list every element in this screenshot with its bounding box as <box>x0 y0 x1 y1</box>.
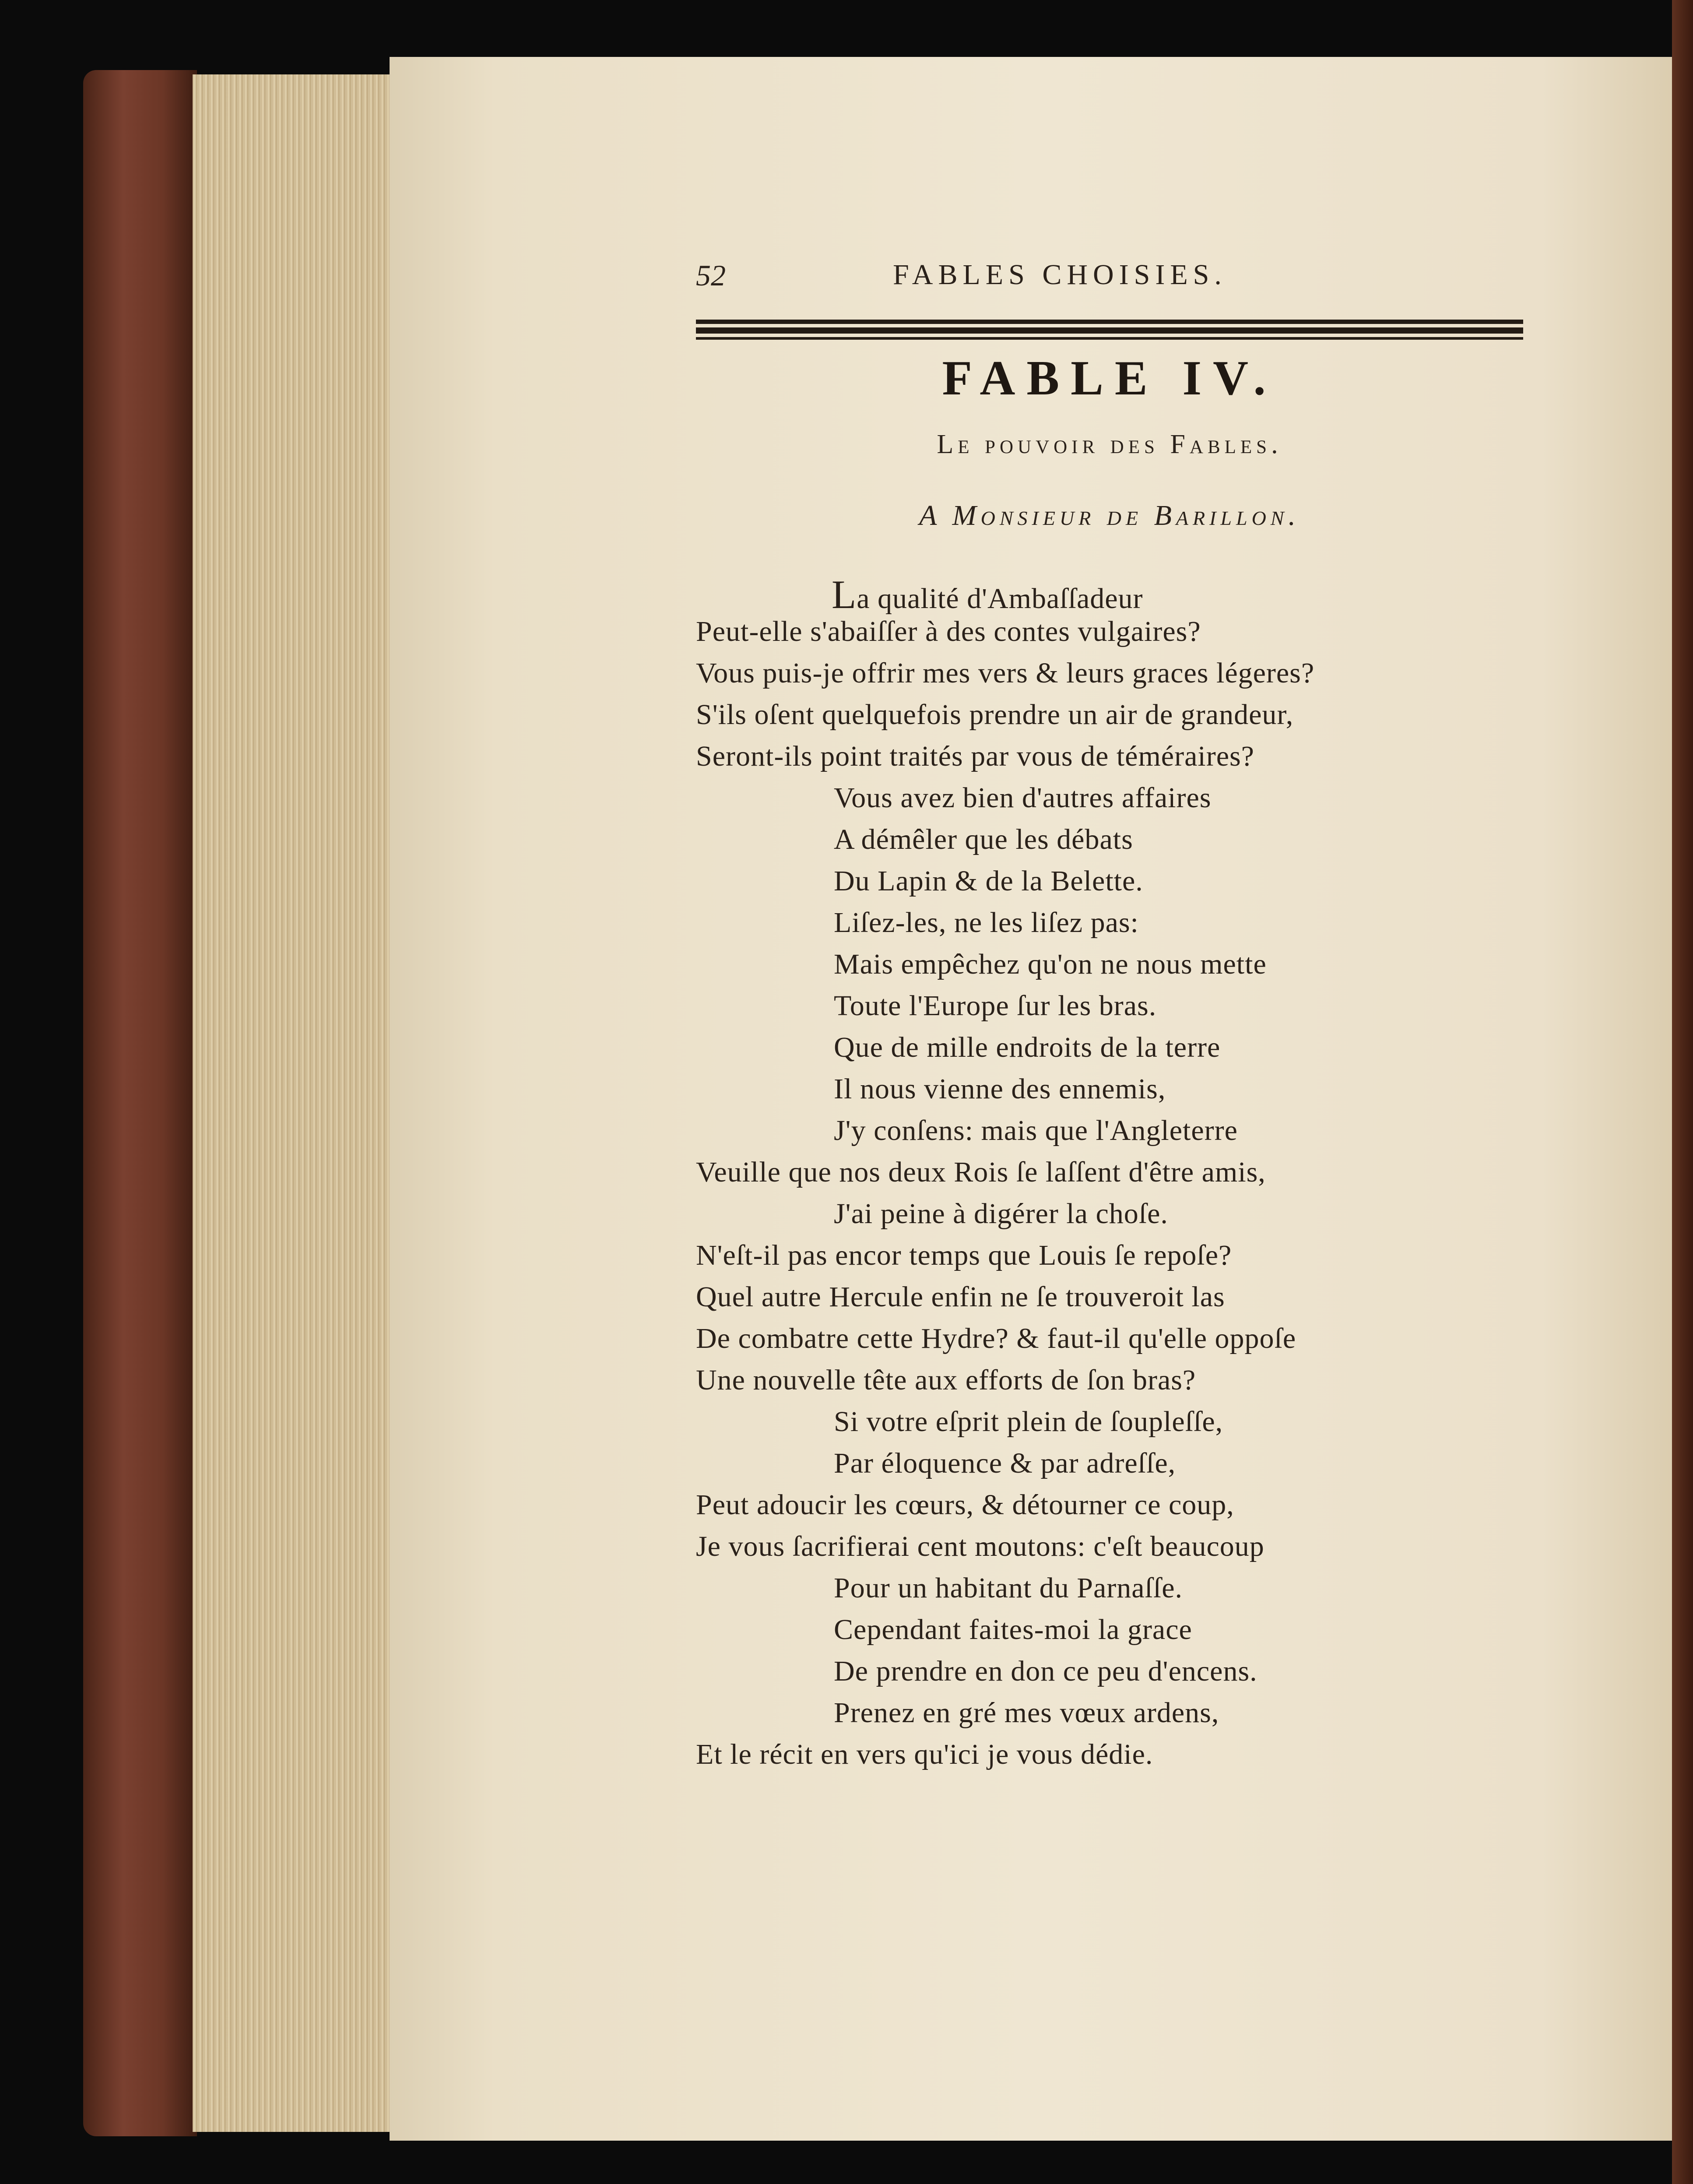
poem-line: Prenez en gré mes vœux ardens, <box>834 1697 1219 1729</box>
header-rule <box>696 320 1523 324</box>
poem-line: Il nous vienne des ennemis, <box>834 1073 1166 1105</box>
poem-line: J'y conſens: mais que l'Angleterre <box>834 1115 1238 1147</box>
poem-line: De prendre en don ce peu d'encens. <box>834 1655 1257 1687</box>
poem-line: Vous puis-je offrir mes vers & leurs graces légeres? <box>696 657 1315 689</box>
poem-line: Du Lapin & de la Belette. <box>834 865 1143 897</box>
poem-line: S'ils oſent quelquefois prendre un air de grandeur, <box>696 699 1294 731</box>
fable-subtitle: Le pouvoir des Fables. <box>937 429 1282 459</box>
poem-line: Et le récit en vers qu'ici je vous dédie. <box>696 1738 1153 1770</box>
poem-line: La qualité d'Ambaſſadeur <box>832 572 1143 617</box>
poem-line: Peut-elle s'abaiſſer à des contes vulgaires? <box>696 615 1201 647</box>
poem-line: Vous avez bien d'autres affaires <box>834 782 1212 814</box>
poem-line: Liſez-les, ne les liſez pas: <box>834 907 1139 939</box>
poem-line: Quel autre Hercule enfin ne ſe trouveroit las <box>696 1281 1225 1313</box>
running-title: FABLES CHOISIES. <box>893 259 1227 291</box>
poem-line: Si votre eſprit plein de ſoupleſſe, <box>834 1406 1223 1438</box>
left-cover <box>83 70 197 2136</box>
poem-line: A démêler que les débats <box>834 823 1133 855</box>
poem-line: J'ai peine à digérer la choſe. <box>834 1198 1168 1230</box>
poem-line: Veuille que nos deux Rois ſe laſſent d'être amis, <box>696 1156 1266 1188</box>
right-cover <box>1672 0 1693 2184</box>
poem-line: Seront-ils point traités par vous de téméraires? <box>696 740 1254 772</box>
poem-line: N'eſt-il pas encor temps que Louis ſe repoſe? <box>696 1239 1232 1271</box>
poem-line: Je vous ſacrifierai cent moutons: c'eſt beaucoup <box>696 1530 1264 1562</box>
header-rule <box>696 337 1523 340</box>
poem-line: Une nouvelle tête aux efforts de ſon bras? <box>696 1364 1196 1396</box>
poem-line: Cependant faites-moi la grace <box>834 1614 1192 1646</box>
fable-title: FABLE IV. <box>942 351 1277 405</box>
poem-line: Toute l'Europe ſur les bras. <box>834 990 1157 1022</box>
poem-line: Que de mille endroits de la terre <box>834 1031 1221 1063</box>
fable-dedication: A Monsieur de Barillon. <box>919 499 1300 531</box>
page-header <box>696 258 1523 311</box>
poem-line: Peut adoucir les cœurs, & détourner ce coup, <box>696 1489 1234 1521</box>
header-rule <box>696 327 1523 334</box>
page-edges <box>193 74 398 2132</box>
poem-line: Par éloquence & par adreſſe, <box>834 1447 1176 1479</box>
poem-line: Mais empêchez qu'on ne nous mette <box>834 948 1267 980</box>
poem-line: Pour un habitant du Parnaſſe. <box>834 1572 1183 1604</box>
page-number: 52 <box>696 259 726 292</box>
poem-line: De combatre cette Hydre? & faut-il qu'elle oppoſe <box>696 1322 1296 1354</box>
